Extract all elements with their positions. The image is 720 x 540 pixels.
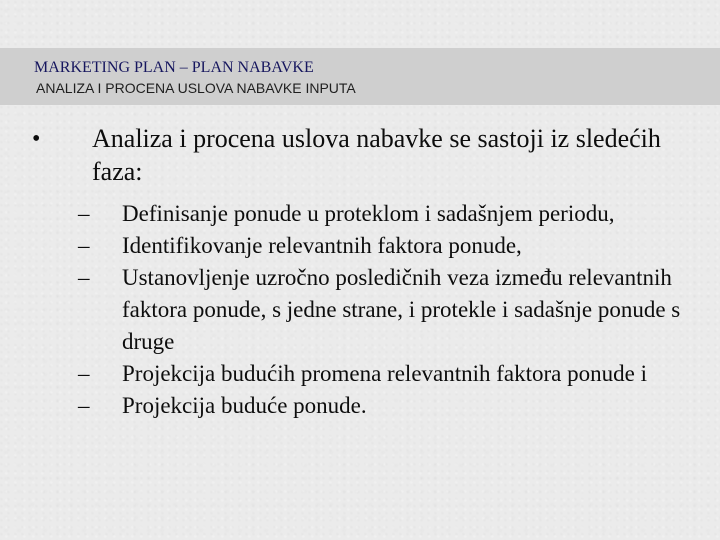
dash-icon: – bbox=[78, 393, 90, 418]
sub-point bbox=[74, 262, 694, 358]
sub-point bbox=[74, 390, 694, 422]
main-point: Analiza i procena uslova nabavke se sastoji iz sledećih faza: bbox=[92, 124, 661, 186]
dash-icon: – bbox=[78, 265, 90, 290]
slide-title: MARKETING PLAN – PLAN NABAVKE bbox=[34, 59, 314, 76]
sub-point bbox=[74, 230, 694, 262]
slide-subtitle: ANALIZA I PROCENA USLOVA NABAVKE INPUTA bbox=[36, 80, 356, 96]
sub-point-text: Projekcija budućih promena relevantnih faktora ponude i bbox=[122, 361, 647, 386]
sub-point-text: Ustanovljenje uzročno posledičnih veza između relevantnih faktora ponude, s jedne strane, i protekle i sadašnje ponude s druge bbox=[122, 265, 681, 354]
dash-icon: – bbox=[78, 233, 90, 258]
sub-point bbox=[74, 358, 694, 390]
dash-icon: – bbox=[78, 361, 90, 386]
main-bullet-icon: • bbox=[32, 126, 41, 152]
dash-icon: – bbox=[78, 201, 90, 226]
sub-point bbox=[74, 198, 694, 230]
sub-point-text: Definisanje ponude u proteklom i sadašnjem periodu, bbox=[122, 201, 615, 226]
sub-point-text: Identifikovanje relevantnih faktora ponude, bbox=[122, 233, 522, 258]
sub-point-text: Projekcija buduće ponude. bbox=[122, 393, 367, 418]
sub-point-list bbox=[74, 198, 694, 422]
